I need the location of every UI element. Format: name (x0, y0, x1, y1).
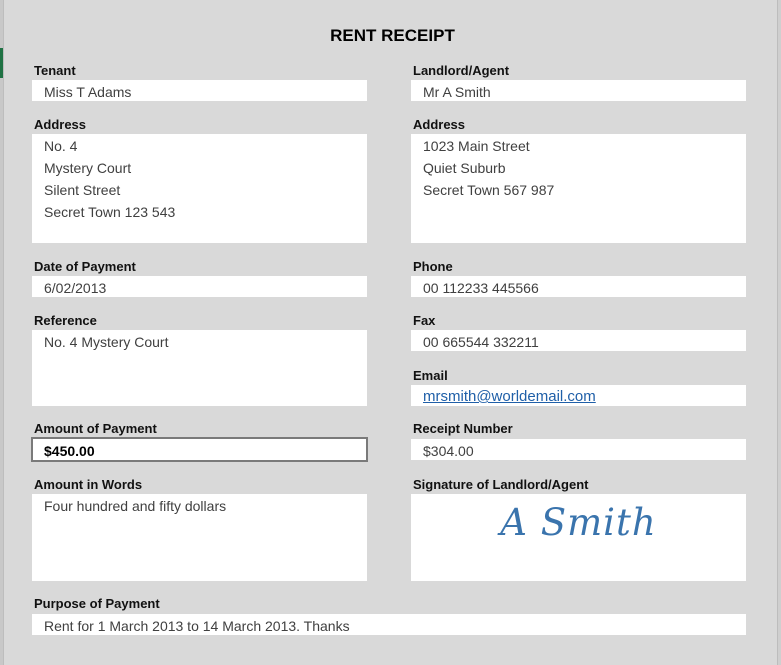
fax-value: 00 665544 332211 (423, 334, 539, 350)
row-header-strip (0, 0, 4, 665)
purpose-field[interactable] (32, 614, 746, 635)
tenant-address-label: Address (34, 117, 87, 132)
reference-label: Reference (34, 313, 97, 328)
landlord-address-label: Address (413, 117, 466, 132)
amount-of-payment-label: Amount of Payment (34, 421, 157, 436)
receipt-number-label: Receipt Number (413, 421, 513, 436)
phone-field[interactable] (411, 276, 746, 297)
selected-row-indicator (0, 48, 3, 78)
email-label: Email (413, 368, 448, 383)
signature-image: A Smith (500, 501, 657, 544)
receipt-number-field[interactable] (411, 439, 746, 460)
landlord-value: Mr A Smith (423, 84, 491, 100)
receipt-number-value: $304.00 (423, 443, 474, 459)
tenant-value: Miss T Adams (44, 84, 132, 100)
amount-of-payment-field[interactable] (31, 437, 368, 462)
landlord-label: Landlord/Agent (413, 63, 510, 78)
date-of-payment-value: 6/02/2013 (44, 280, 107, 296)
date-of-payment-field[interactable] (32, 276, 367, 297)
reference-value: No. 4 Mystery Court (44, 334, 169, 350)
landlord-address-field[interactable] (411, 134, 746, 243)
amount-in-words-label: Amount in Words (34, 477, 143, 492)
landlord-address-line: Quiet Suburb (423, 160, 506, 176)
page-title: RENT RECEIPT (330, 26, 455, 45)
tenant-address-line: Secret Town 123 543 (44, 204, 176, 220)
tenant-address-line: Mystery Court (44, 160, 132, 176)
signature-field[interactable] (411, 494, 746, 581)
tenant-label: Tenant (34, 63, 76, 78)
landlord-address-line: 1023 Main Street (423, 138, 530, 154)
amount-in-words-field[interactable] (32, 494, 367, 581)
signature-label: Signature of Landlord/Agent (413, 477, 589, 492)
tenant-address-field[interactable] (32, 134, 367, 243)
date-of-payment-label: Date of Payment (34, 259, 136, 274)
tenant-field[interactable] (32, 80, 367, 101)
email-link[interactable]: mrsmith@worldemail.com (423, 388, 596, 405)
phone-label: Phone (413, 259, 453, 274)
landlord-field[interactable] (411, 80, 746, 101)
purpose-label: Purpose of Payment (34, 596, 160, 611)
phone-value: 00 112233 445566 (423, 280, 539, 296)
purpose-value: Rent for 1 March 2013 to 14 March 2013. Thanks (44, 618, 350, 634)
fax-field[interactable] (411, 330, 746, 351)
amount-in-words-value: Four hundred and fifty dollars (44, 498, 227, 514)
tenant-address-line: Silent Street (44, 182, 121, 198)
amount-of-payment-value: $450.00 (44, 443, 95, 459)
column-edge (777, 0, 781, 665)
landlord-address-line: Secret Town 567 987 (423, 182, 555, 198)
tenant-address-line: No. 4 (44, 138, 78, 154)
reference-field[interactable] (32, 330, 367, 406)
email-field[interactable] (411, 385, 746, 406)
fax-label: Fax (413, 313, 436, 328)
